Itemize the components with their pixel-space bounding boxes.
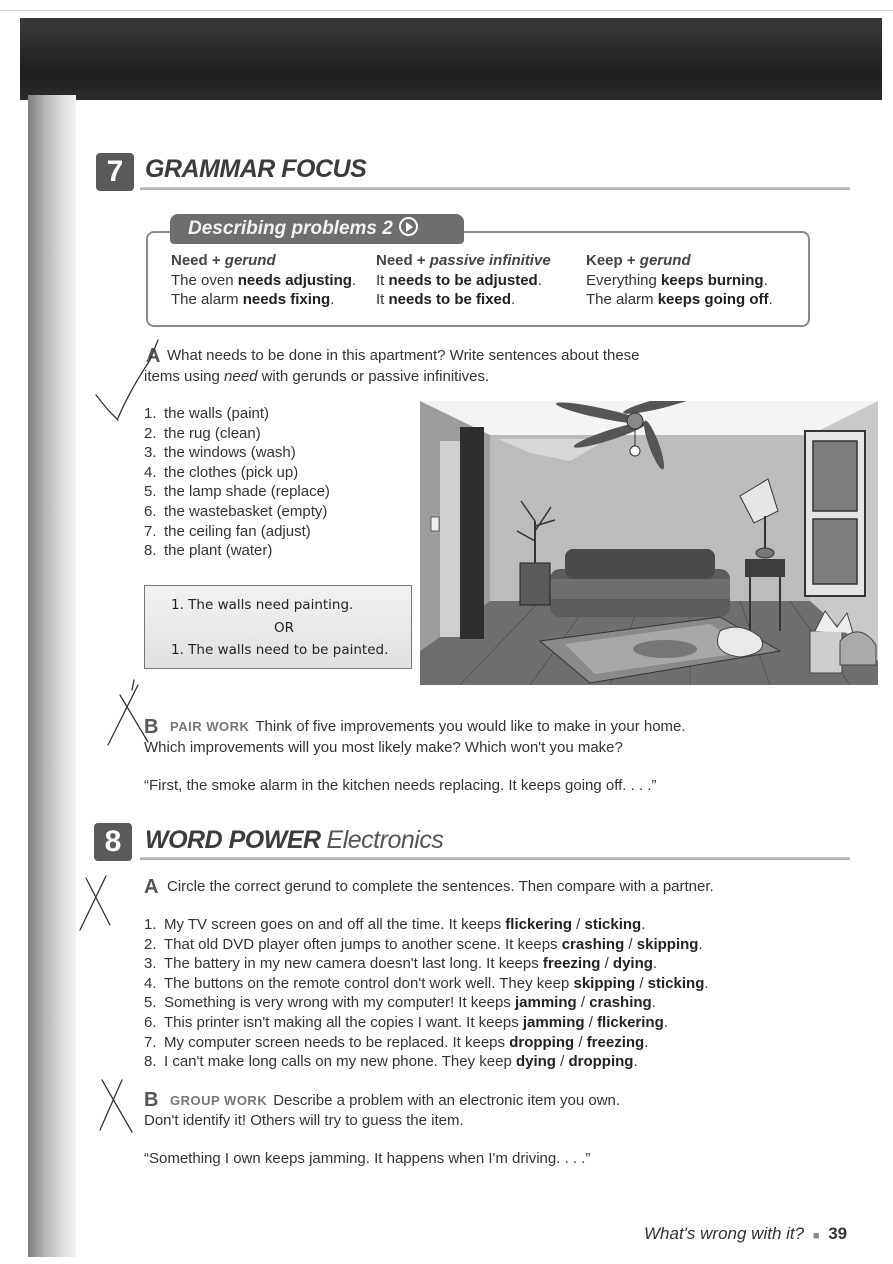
grammar-example: The alarm keeps going off. [586,291,773,308]
section-7-number: 7 [96,153,134,191]
exercise-8b-quote: “Something I own keeps jamming. It happens when I'm driving. . . .” [144,1150,591,1167]
grammar-example: The oven needs adjusting. [171,271,357,289]
list-item: 5. Something is very wrong with my computer! It keeps jamming / crashing. [144,994,656,1012]
list-item: 2. the rug (clean) [144,424,261,442]
list-item: 1. the walls (paint) [144,405,270,422]
list-item: 5. the lamp shade (replace) [144,483,330,501]
list-item: 6. This printer isn't making all the copies I want. It keeps jamming / flickering. [144,1013,668,1031]
exercise-7b-instruction-line1: PAIR WORK Think of five improvements you would like to make in your home. [170,718,686,735]
grammar-column-heading: Need + passive infinitive [376,252,551,269]
grammar-column-heading: Keep + gerund [586,252,691,269]
group-work-label: GROUP WORK [170,1093,268,1108]
example-answer-line1: 1. The walls need painting. [171,597,354,613]
grammar-column-heading: Need + gerund [171,252,276,269]
list-item: 6. the wastebasket (empty) [144,502,328,520]
section-8-subtitle: Electronics [326,826,444,854]
list-item: 2. That old DVD player often jumps to another scene. It keeps crashing / skipping. [144,935,703,953]
section-8-title: WORD POWER Electronics [145,826,444,854]
grammar-example: It needs to be adjusted. [376,271,542,289]
example-answer-or: OR [274,620,295,636]
exercise-7a-instruction-line1: What needs to be done in this apartment? Write sentences about these [167,347,640,364]
exercise-7a-instruction-line2: items using need with gerunds or passive infinitives. [144,368,490,385]
exercise-7b-letter: B [144,716,159,738]
grammar-example: Everything keeps burning. [586,271,768,289]
list-item: 8. I can't make long calls on my new phone. They keep dying / dropping. [144,1053,638,1071]
grammar-box-title-text: Describing problems 2 [188,218,393,239]
list-item: 3. the windows (wash) [144,444,296,462]
list-item: 3. The battery in my new camera doesn't last long. It keeps freezing / dying. [144,955,658,973]
list-item: 8. the plant (water) [144,542,273,560]
exercise-8a-letter: A [144,876,159,898]
list-item: 7. the ceiling fan (adjust) [144,522,311,540]
list-item: 4. the clothes (pick up) [144,463,299,481]
grammar-example: It needs to be fixed. [376,291,516,308]
exercise-8a-instruction: Circle the correct gerund to complete the sentences. Then compare with a partner. [167,878,714,895]
list-item: 4. The buttons on the remote control don't work well. They keep skipping / sticking. [144,974,709,992]
exercise-7a-letter: A [146,345,161,367]
page-footer [644,1224,847,1244]
pair-work-label: PAIR WORK [170,719,250,734]
exercise-8b-instruction-line2: Don't identify it! Others will try to guess the item. [144,1112,464,1129]
list-item: 7. My computer screen needs to be replaced. It keeps dropping / freezing. [144,1033,649,1051]
exercise-8b-letter: B [144,1089,159,1111]
exercise-7b-quote: “First, the smoke alarm in the kitchen needs replacing. It keeps going off. . . .” [144,777,657,794]
grammar-example: The alarm needs fixing. [171,291,335,308]
example-answer-line2: 1. The walls need to be painted. [171,642,389,658]
footer-unit-title: What's wrong with it? [644,1224,805,1243]
exercise-8b-instruction-line1: GROUP WORK Describe a problem with an electronic item you own. [170,1092,621,1109]
list-item: 1. My TV screen goes on and off all the time. It keeps flickering / sticking. [144,916,646,933]
section-7-title: GRAMMAR FOCUS [145,155,367,183]
page-number: 39 [828,1224,848,1243]
exercise-7b-instruction-line2: Which improvements will you most likely make? Which won't you make? [144,739,623,756]
footer-separator-icon: ■ [812,1230,820,1242]
section-8-number: 8 [94,823,132,861]
